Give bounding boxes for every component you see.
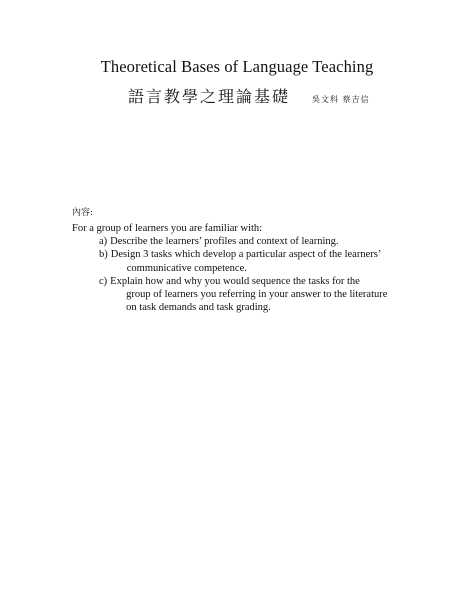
list-item-line: Design 3 tasks which develop a particular aspect of the learners’: [110, 249, 382, 261]
title-chinese: 語言教學之理論基礎: [128, 87, 291, 106]
list-item-b: [72, 248, 412, 274]
title-english: Theoretical Bases of Language Teaching: [100, 57, 374, 76]
list-item-line: Explain how and why you would sequence the tasks for the: [110, 275, 360, 287]
assignment-intro: For a group of learners you are familiar with:: [72, 223, 263, 234]
list-item-text: [111, 248, 412, 274]
list-item-text: [110, 275, 412, 315]
list-item-marker: c): [99, 275, 108, 287]
list-item-line: on task demands and task grading.: [126, 302, 271, 314]
list-item-line: group of learners you referring in your answer to the literature: [126, 289, 388, 301]
list-item-marker: a): [99, 236, 108, 248]
list-item-marker: b): [99, 249, 108, 261]
list-item-text: [110, 235, 412, 248]
list-item-line: Describe the learners’ profiles and context of learning.: [110, 236, 339, 248]
section-label-content: 內容:: [72, 208, 94, 218]
title-chinese-row: [128, 84, 370, 107]
list-item-a: [72, 235, 412, 248]
list-item-line: communicative competence.: [126, 262, 247, 274]
assignment-list: [72, 235, 412, 314]
authors: 吳文科 蔡吉信: [312, 95, 370, 104]
assignment-content: [72, 222, 412, 314]
list-item-c: [72, 275, 412, 315]
